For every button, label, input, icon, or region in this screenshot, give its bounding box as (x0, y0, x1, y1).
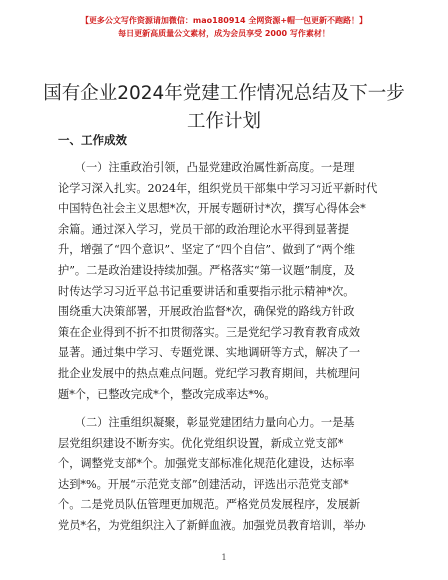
paragraph-political-leadership (58, 158, 398, 405)
text-line: （二）注重组织凝聚，彰显党建团结力量向心力。一是基 (58, 416, 355, 429)
text-line: 围绕重大决策部署，开展政治监督*次，确保党的路线方针政 (58, 305, 355, 319)
text-line: 升，增强了“四个意识”、坚定了“四个自信”、做到了“两个维 (58, 243, 356, 257)
text-line: 策在企业得到不折不扣贯彻落实。三是党纪学习教育教育成效 (58, 325, 361, 339)
text-line: 显著。通过集中学习、专题党课、实地调研等方式，解决了一 (58, 346, 361, 360)
text-line: 达到*%。开展“示范党支部”创建活动，评选出示范党支部* (58, 477, 349, 491)
text-line: 题*个，已整改完成*个，整改完成率达*%。 (58, 387, 276, 401)
document-title: 国有企业2024年党建工作情况总结及下一步工作计划 (43, 83, 405, 132)
text-line: 时传达学习习近平总书记重要讲话和重要指示批示精神*次。 (58, 284, 355, 298)
text-line: 中国特色社会主义思想*次，开展专题研讨*次，撰写心得体会* (58, 202, 366, 216)
paragraph-organization-cohesion (58, 413, 398, 537)
text-line: 个。二是党员队伍管理更加规范。严格党员发展程序，发展新 (58, 498, 361, 512)
text-line: 护”。二是政治建设持续加强。严格落实“第一议题”制度，及 (58, 263, 355, 277)
promo-banner (0, 14, 448, 40)
promo-banner-line-1: 【更多公文写作资源请加微信：mao180914 全网资源+帽一包更新不跑路！】 (80, 16, 368, 25)
text-line: （一）注重政治引领，凸显党建政治属性新高度。一是理 (58, 161, 355, 174)
text-line: 论学习深入扎实。2024年，组织党员干部集中学习习近平新时代 (58, 181, 378, 195)
text-line: 党员*名，为党组织注入了新鲜血液。加强党员教育培训，举办 (58, 518, 366, 532)
page-number: 1 (221, 553, 227, 562)
text-line: 层党组织建设不断夯实。优化党组织设置，新成立党支部* (58, 436, 344, 450)
section-heading: 一、工作成效 (58, 133, 127, 147)
text-line: 个，调整党支部*个。加强党支部标准化规范化建设，达标率 (58, 457, 355, 471)
promo-banner-line-2: 每日更新高质量公文素材，成为会员享受 2000 写作素材！ (118, 29, 330, 38)
text-line: 批企业发展中的热点难点问题。党纪学习教育期间，共梳理问 (58, 366, 361, 380)
text-line: 余篇。通过深入学习，党员干部的政治理论水平得到显著提 (58, 222, 349, 236)
